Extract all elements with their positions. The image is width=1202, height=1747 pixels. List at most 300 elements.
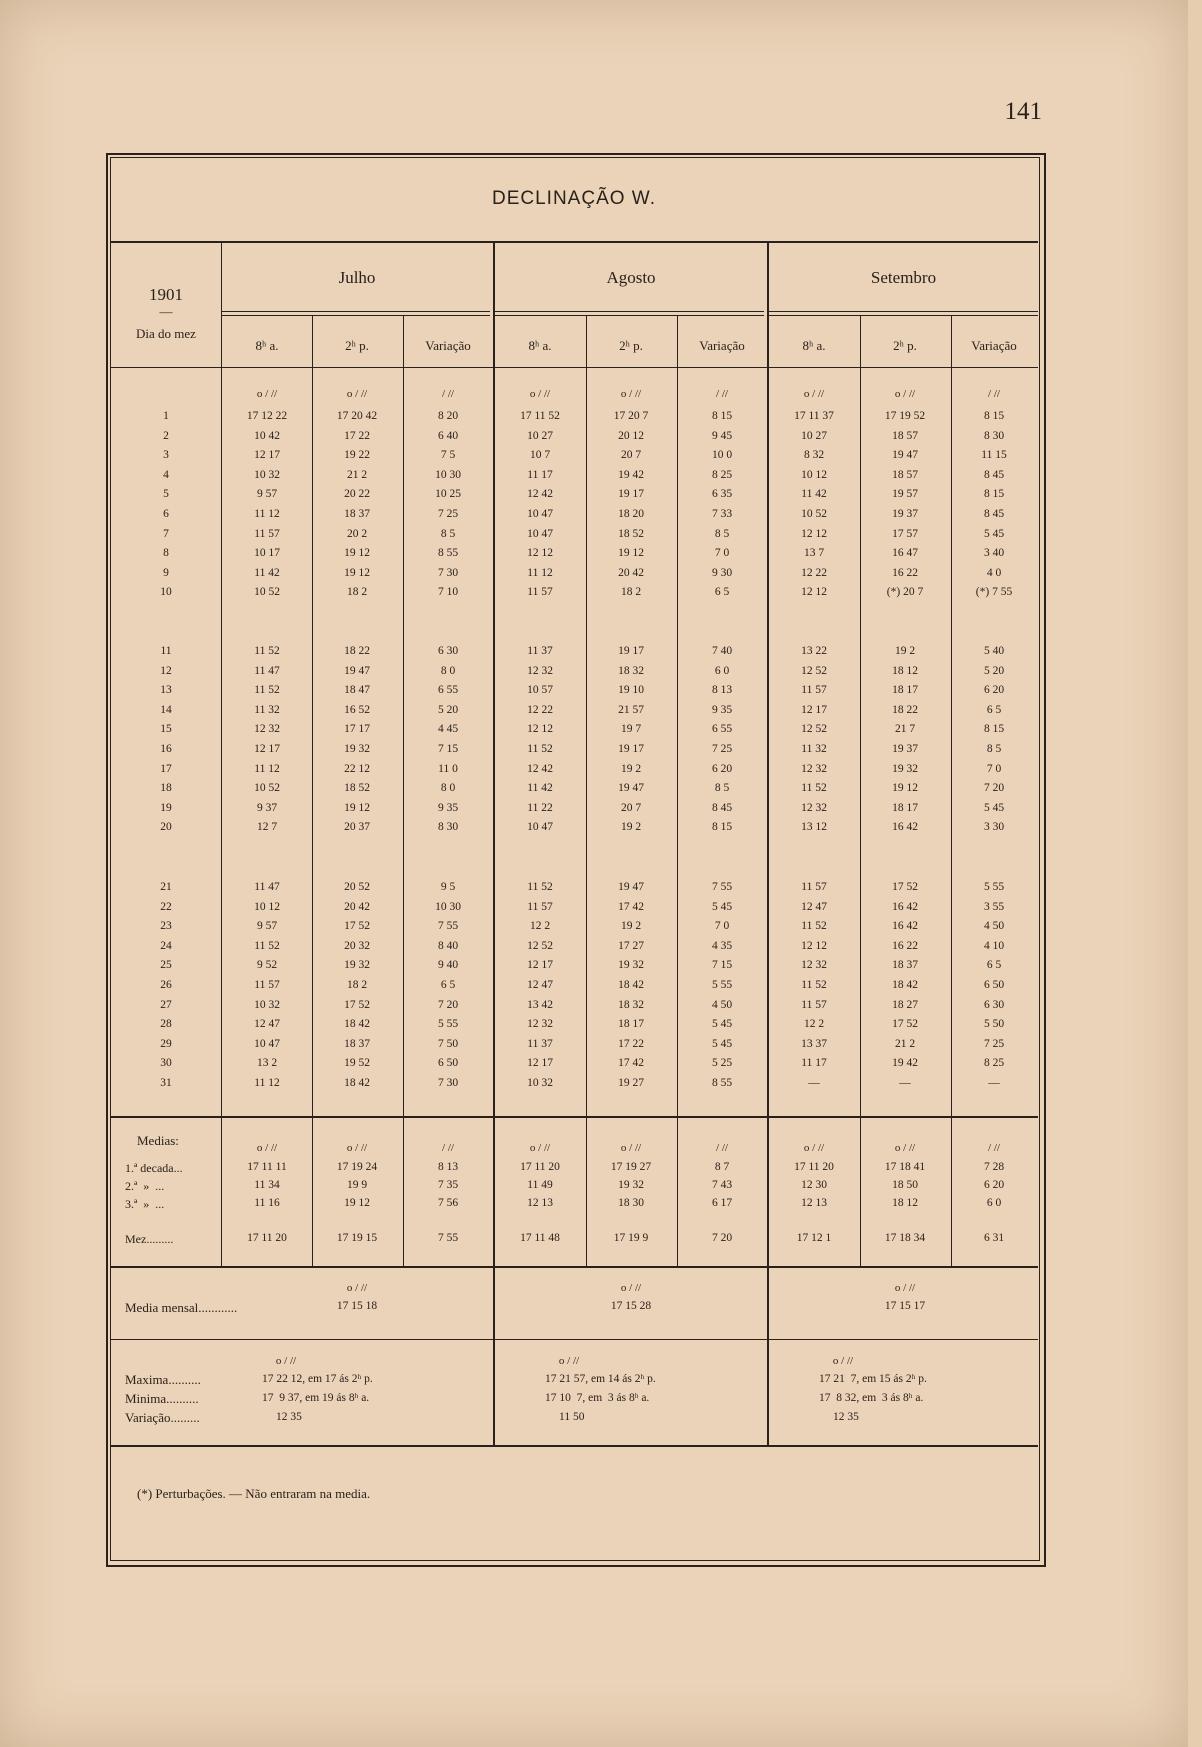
table-cell: 7 5 [440, 449, 456, 462]
table-cell: 19 17 [618, 645, 644, 657]
table-cell: 8 15 [711, 410, 733, 422]
table-cell: 11 57 [254, 527, 280, 540]
table-cell: 12 32 [527, 664, 553, 677]
table-cell: 6 5 [440, 979, 456, 991]
table-cell: 11 52 [801, 920, 827, 933]
unit-days-5: / // [716, 388, 728, 400]
table-cell: 12 17 [801, 703, 827, 716]
table-cell: 17 22 [618, 1037, 644, 1050]
unit-medias-1: o / // [346, 1142, 368, 1154]
table-cell: 19 32 [618, 959, 644, 972]
medias-cell: 7 28 [983, 1161, 1005, 1173]
table-cell: 21 7 [894, 723, 916, 736]
table-cell: 5 40 [983, 645, 1005, 657]
table-cell: 17 42 [618, 1057, 644, 1070]
table-cell: 8 40 [437, 939, 459, 952]
table-cell: 11 17 [527, 468, 553, 481]
table-cell: 17 22 [344, 429, 370, 442]
subheader-setembro-2: Variação [971, 338, 1017, 353]
table-cell: 18 57 [892, 429, 918, 442]
table-cell: 19 17 [618, 488, 644, 501]
medias-label-3: 3.ª » ... [125, 1197, 165, 1211]
table-cell: 19 2 [620, 821, 642, 834]
vrule-agosto [767, 241, 769, 1445]
table-cell: 19 47 [618, 782, 644, 795]
table-cell: 18 52 [344, 782, 370, 795]
table-cell: 18 42 [344, 1077, 370, 1089]
year-dash: — [159, 304, 173, 319]
table-cell: 11 32 [254, 703, 280, 716]
medias-heading: Medias: [137, 1133, 179, 1148]
table-cell: 20 22 [344, 488, 370, 501]
table-cell: 12 32 [801, 762, 827, 775]
table-cell: 10 57 [527, 684, 553, 697]
medias-cell: 11 34 [254, 1179, 280, 1191]
medias-cell: 19 12 [344, 1197, 370, 1209]
table-cell: 18 22 [892, 703, 918, 716]
medias-cell: 17 19 24 [336, 1161, 378, 1173]
table-cell: 6 20 [711, 762, 733, 775]
table-cell: 9 37 [256, 801, 278, 814]
table-cell: 20 12 [618, 429, 644, 442]
table-cell: 12 47 [527, 979, 553, 991]
day-number: 18 [160, 782, 172, 795]
table-cell: 6 55 [711, 723, 733, 736]
medias-label-1: 1.ª decada... [125, 1161, 183, 1175]
extremes-value: 11 50 [559, 1411, 585, 1423]
unit-days-7: o / // [894, 388, 916, 400]
vrule-j2 [403, 315, 404, 1266]
maxima-label: Maxima.......... [125, 1372, 201, 1387]
table-cell: 19 12 [344, 547, 370, 560]
table-cell: 6 35 [711, 488, 733, 501]
table-cell: 10 27 [527, 429, 553, 442]
table-cell: 18 57 [892, 468, 918, 481]
table-cell: 17 52 [892, 1018, 918, 1031]
medias-cell: 19 32 [618, 1179, 644, 1191]
table-cell: 12 42 [527, 762, 553, 775]
day-number: 8 [163, 547, 169, 560]
table-cell: 7 15 [437, 743, 459, 755]
medias-cell: 18 50 [892, 1179, 918, 1191]
table-cell: 18 47 [344, 684, 370, 697]
table-cell: 12 2 [529, 920, 551, 933]
medias-cell: 7 55 [437, 1232, 459, 1244]
table-cell: 18 27 [892, 998, 918, 1011]
table-cell: 18 32 [618, 664, 644, 677]
unit-days-3: o / // [529, 388, 551, 400]
table-cell: 11 57 [801, 684, 827, 697]
day-number: 19 [160, 801, 172, 814]
table-cell: 8 5 [714, 782, 730, 795]
day-number: 22 [160, 900, 172, 913]
table-cell: 9 57 [256, 920, 278, 933]
media-mensal-units: o / // [620, 1282, 642, 1294]
table-cell: 22 12 [344, 762, 370, 775]
table-cell: 19 52 [344, 1057, 370, 1070]
table-cell: 11 52 [254, 939, 280, 952]
row-header-label: Dia do mez [136, 326, 196, 341]
medias-cell: 8 7 [714, 1161, 730, 1173]
table-cell: 8 5 [714, 527, 730, 540]
table-cell: 3 55 [983, 900, 1005, 913]
table-cell: 12 12 [527, 723, 553, 736]
unit-medias-4: o / // [620, 1142, 642, 1154]
table-cell: 7 30 [437, 1077, 459, 1089]
table-cell: 7 40 [711, 645, 733, 657]
medias-cell: 17 11 48 [520, 1232, 560, 1244]
table-cell: 6 55 [437, 684, 459, 697]
table-cell: 17 52 [892, 881, 918, 893]
table-cell: 4 50 [711, 998, 733, 1011]
table-cell: (*) 20 7 [886, 586, 924, 599]
table-cell: 7 0 [986, 762, 1002, 775]
table-cell: 7 20 [983, 782, 1005, 795]
table-cell: 11 52 [527, 743, 553, 755]
table-title: DECLINAÇÃO W. [492, 188, 656, 209]
medias-label-mez: Mez......... [125, 1232, 174, 1246]
day-number: 2 [163, 429, 169, 442]
table-cell: 8 13 [711, 684, 733, 697]
vrule-julho [493, 241, 495, 1445]
table-cell: 5 45 [711, 1018, 733, 1031]
table-cell: 19 32 [344, 743, 370, 755]
extremes-value: 12 35 [833, 1411, 859, 1423]
table-cell: 19 7 [620, 723, 642, 736]
table-cell: 10 47 [527, 527, 553, 540]
day-number: 26 [160, 979, 172, 991]
table-cell: 17 11 52 [520, 410, 560, 422]
table-cell: 9 35 [437, 801, 459, 814]
extremes-units: o / // [275, 1355, 297, 1367]
day-number: 21 [160, 881, 172, 893]
table-cell: 19 12 [618, 547, 644, 560]
rule-agosto-2 [495, 315, 764, 316]
table-cell: 16 52 [344, 703, 370, 716]
table-cell: 4 50 [983, 920, 1005, 933]
day-number: 27 [160, 998, 172, 1011]
day-number: 14 [160, 703, 172, 716]
table-cell: 16 22 [892, 566, 918, 579]
day-number: 20 [160, 821, 172, 834]
table-cell: 10 47 [527, 821, 553, 834]
medias-cell: 6 20 [983, 1179, 1005, 1191]
medias-cell: 17 11 20 [247, 1232, 287, 1244]
table-cell: 7 33 [711, 508, 733, 520]
table-cell: 11 15 [981, 449, 1007, 462]
day-number: 12 [160, 664, 172, 677]
table-cell: 7 55 [711, 881, 733, 893]
table-cell: 6 30 [983, 998, 1005, 1011]
day-number: 15 [160, 723, 172, 736]
media-mensal-value: 17 15 17 [884, 1300, 926, 1312]
table-cell: 8 0 [440, 782, 456, 795]
table-cell: 19 27 [618, 1077, 644, 1089]
table-cell: 6 50 [437, 1057, 459, 1070]
table-cell: 12 12 [527, 547, 553, 560]
table-cell: 11 52 [254, 684, 280, 697]
table-cell: 11 57 [801, 881, 827, 893]
table-cell: 11 42 [801, 488, 827, 501]
table-cell: 8 45 [711, 801, 733, 814]
table-cell: 17 11 37 [794, 410, 834, 422]
table-cell: 11 12 [527, 566, 553, 579]
table-cell: 17 20 42 [336, 410, 378, 422]
table-cell: 9 35 [711, 703, 733, 716]
rule-medias [110, 1266, 1038, 1268]
table-cell: 10 42 [254, 429, 280, 442]
table-cell: 10 52 [254, 782, 280, 795]
table-cell: 9 52 [256, 959, 278, 972]
table-cell: 20 37 [344, 821, 370, 834]
day-number: 29 [160, 1037, 172, 1050]
rule-julho-2 [221, 315, 490, 316]
table-cell: 11 57 [527, 586, 553, 599]
table-cell: 11 57 [801, 998, 827, 1011]
table-cell: 19 10 [618, 684, 644, 697]
table-cell: 18 2 [620, 586, 642, 599]
table-cell: 10 30 [435, 900, 461, 913]
table-cell: 8 30 [983, 429, 1005, 442]
unit-days-4: o / // [620, 388, 642, 400]
table-cell: 12 17 [254, 449, 280, 462]
extremes-value: 12 35 [276, 1411, 302, 1423]
table-cell: 18 17 [892, 801, 918, 814]
table-cell: 8 15 [983, 410, 1005, 422]
variacao-label: Variação......... [125, 1410, 200, 1425]
media-mensal-units: o / // [894, 1282, 916, 1294]
table-cell: 18 17 [618, 1018, 644, 1031]
table-cell: 16 42 [892, 900, 918, 913]
day-number: 5 [163, 488, 169, 501]
table-cell: 20 2 [346, 527, 368, 540]
table-cell: 4 45 [437, 723, 459, 736]
vrule-s1 [860, 315, 861, 1266]
table-cell: 9 30 [711, 566, 733, 579]
unit-medias-2: / // [442, 1142, 454, 1154]
rule-setembro [769, 311, 1038, 312]
table-cell: 5 50 [983, 1018, 1005, 1031]
table-cell: 12 17 [254, 743, 280, 755]
extremes-units: o / // [832, 1355, 854, 1367]
table-cell: 17 20 7 [613, 410, 649, 422]
table-cell: 17 52 [344, 998, 370, 1011]
table-cell: 21 57 [618, 703, 644, 716]
table-cell: 10 52 [801, 508, 827, 520]
table-cell: 19 47 [344, 664, 370, 677]
table-cell: 19 37 [892, 508, 918, 520]
table-cell: 11 57 [254, 979, 280, 991]
table-cell: 8 0 [440, 664, 456, 677]
table-cell: 12 2 [803, 1018, 825, 1031]
table-cell: 12 17 [527, 1057, 553, 1070]
table-cell: 11 52 [801, 782, 827, 795]
table-cell: 11 12 [254, 762, 280, 775]
rule-julho [221, 311, 490, 312]
day-number: 24 [160, 939, 172, 952]
extremes-value: 17 22 12, em 17 ás 2ʰ p. [262, 1373, 373, 1385]
table-cell: 12 47 [254, 1018, 280, 1031]
medias-cell: 6 17 [711, 1197, 733, 1209]
table-cell: 18 37 [344, 508, 370, 520]
table-cell: 8 55 [437, 547, 459, 560]
day-number: 30 [160, 1057, 172, 1070]
table-cell: 7 10 [437, 586, 459, 599]
day-number: 28 [160, 1018, 172, 1031]
table-cell: 10 17 [254, 547, 280, 560]
extremes-value: 17 9 37, em 19 ás 8ʰ a. [262, 1392, 370, 1404]
medias-cell: 17 11 20 [794, 1161, 834, 1173]
table-cell: 6 5 [986, 959, 1002, 972]
table-cell: 8 45 [983, 468, 1005, 481]
unit-days-1: o / // [346, 388, 368, 400]
table-cell: 18 32 [618, 998, 644, 1011]
month-agosto: Agosto [606, 268, 656, 287]
table-cell: 7 30 [437, 566, 459, 579]
subheader-agosto-1: 2ʰ p. [619, 338, 643, 353]
table-cell: 5 45 [711, 1037, 733, 1050]
table-cell: 7 25 [437, 508, 459, 520]
table-cell: 19 2 [620, 920, 642, 933]
table-cell: 10 30 [435, 468, 461, 481]
table-cell: 18 37 [892, 959, 918, 972]
medias-cell: 19 9 [346, 1179, 368, 1191]
table-cell: 10 12 [801, 468, 827, 481]
table-cell: 10 32 [254, 468, 280, 481]
extremes-value: 17 8 32, em 3 ás 8ʰ a. [819, 1392, 924, 1404]
table-cell: 4 35 [711, 939, 733, 952]
table-cell: 5 55 [983, 881, 1005, 893]
table-cell: 7 50 [437, 1037, 459, 1050]
table-cell: 6 5 [714, 586, 730, 599]
unit-medias-0: o / // [256, 1142, 278, 1154]
day-number: 31 [160, 1077, 172, 1089]
table-cell: 12 32 [254, 723, 280, 736]
rule-title [110, 241, 1038, 243]
table-cell: 11 32 [801, 743, 827, 755]
table-cell: 5 55 [711, 979, 733, 991]
table-cell: 10 47 [254, 1037, 280, 1050]
table-cell: 8 25 [711, 468, 733, 481]
day-number: 1 [163, 410, 169, 422]
medias-cell: 17 18 41 [884, 1161, 926, 1173]
table-cell: 7 15 [711, 959, 733, 972]
day-number: 7 [163, 527, 169, 540]
day-number: 11 [160, 645, 172, 657]
rule-extremes [110, 1445, 1038, 1447]
table-cell: 7 55 [437, 920, 459, 933]
table-cell: 20 32 [344, 939, 370, 952]
month-julho: Julho [338, 268, 376, 287]
table-cell: 18 37 [344, 1037, 370, 1050]
table-cell: — [899, 1077, 911, 1089]
table-cell: 10 0 [711, 449, 733, 462]
medias-cell: 12 30 [801, 1179, 827, 1191]
table-cell: 10 32 [254, 998, 280, 1011]
table-cell: 5 45 [983, 527, 1005, 540]
table-cell: 16 47 [892, 547, 918, 560]
table-cell: 10 47 [527, 508, 553, 520]
vrule-a2 [677, 315, 678, 1266]
table-cell: 19 57 [892, 488, 918, 501]
table-cell: 18 12 [892, 664, 918, 677]
table-cell: — [808, 1077, 820, 1089]
table-cell: 20 7 [620, 801, 642, 814]
table-cell: 13 2 [256, 1057, 278, 1070]
table-cell: 11 22 [527, 801, 553, 814]
table-cell: 17 42 [618, 900, 644, 913]
extremes-value: 17 10 7, em 3 ás 8ʰ a. [545, 1392, 650, 1404]
table-cell: 3 30 [983, 821, 1005, 834]
table-cell: 12 22 [801, 566, 827, 579]
table-cell: 13 7 [803, 547, 825, 560]
table-cell: (*) 7 55 [975, 586, 1013, 599]
table-cell: 8 25 [983, 1057, 1005, 1070]
table-cell: 7 0 [714, 920, 730, 933]
table-cell: 12 52 [801, 723, 827, 736]
table-cell: 7 25 [711, 743, 733, 755]
table-cell: 19 32 [344, 959, 370, 972]
table-cell: 9 5 [440, 881, 456, 893]
table-cell: 6 40 [437, 429, 459, 442]
medias-cell: 12 13 [527, 1197, 553, 1209]
table-cell: 11 52 [527, 881, 553, 893]
subheader-setembro-0: 8ʰ a. [802, 338, 826, 353]
day-number: 23 [160, 920, 172, 933]
table-cell: 6 5 [986, 703, 1002, 716]
day-number: 17 [160, 762, 172, 775]
table-cell: 19 2 [620, 762, 642, 775]
day-number: 25 [160, 959, 172, 972]
table-cell: 8 30 [437, 821, 459, 834]
table-cell: 19 32 [892, 762, 918, 775]
day-number: 13 [160, 684, 172, 697]
table-cell: 12 7 [256, 821, 278, 834]
rule-media-mensal [110, 1339, 1038, 1340]
table-cell: 6 20 [983, 684, 1005, 697]
table-cell: 11 37 [527, 1037, 553, 1050]
table-cell: 8 5 [986, 743, 1002, 755]
medias-cell: 7 20 [711, 1232, 733, 1244]
medias-cell: 7 43 [711, 1179, 733, 1191]
table-cell: 11 12 [254, 508, 280, 520]
day-number: 6 [163, 508, 169, 520]
extremes-units: o / // [558, 1355, 580, 1367]
medias-cell: 17 12 1 [796, 1232, 832, 1244]
table-cell: 17 19 52 [884, 410, 926, 422]
month-setembro: Setembro [870, 268, 937, 287]
table-cell: 19 47 [618, 881, 644, 893]
table-cell: 13 42 [527, 998, 553, 1011]
table-cell: 10 52 [254, 586, 280, 599]
table-cell: 12 32 [801, 959, 827, 972]
year-label: 1901 [149, 285, 183, 304]
medias-cell: 18 30 [618, 1197, 644, 1209]
table-cell: 19 2 [894, 645, 916, 657]
table-cell: 19 37 [892, 743, 918, 755]
media-mensal-label: Media mensal............ [125, 1300, 238, 1315]
table-cell: 7 0 [714, 547, 730, 560]
table-cell: 21 2 [894, 1037, 916, 1050]
table-cell: 5 45 [983, 801, 1005, 814]
table-cell: 18 2 [346, 979, 368, 991]
vrule-a1 [586, 315, 587, 1266]
table-cell: 19 47 [892, 449, 918, 462]
table-cell: 8 32 [803, 449, 825, 462]
unit-days-2: / // [442, 388, 454, 400]
table-cell: 12 17 [527, 959, 553, 972]
media-mensal-units: o / // [346, 1282, 368, 1294]
